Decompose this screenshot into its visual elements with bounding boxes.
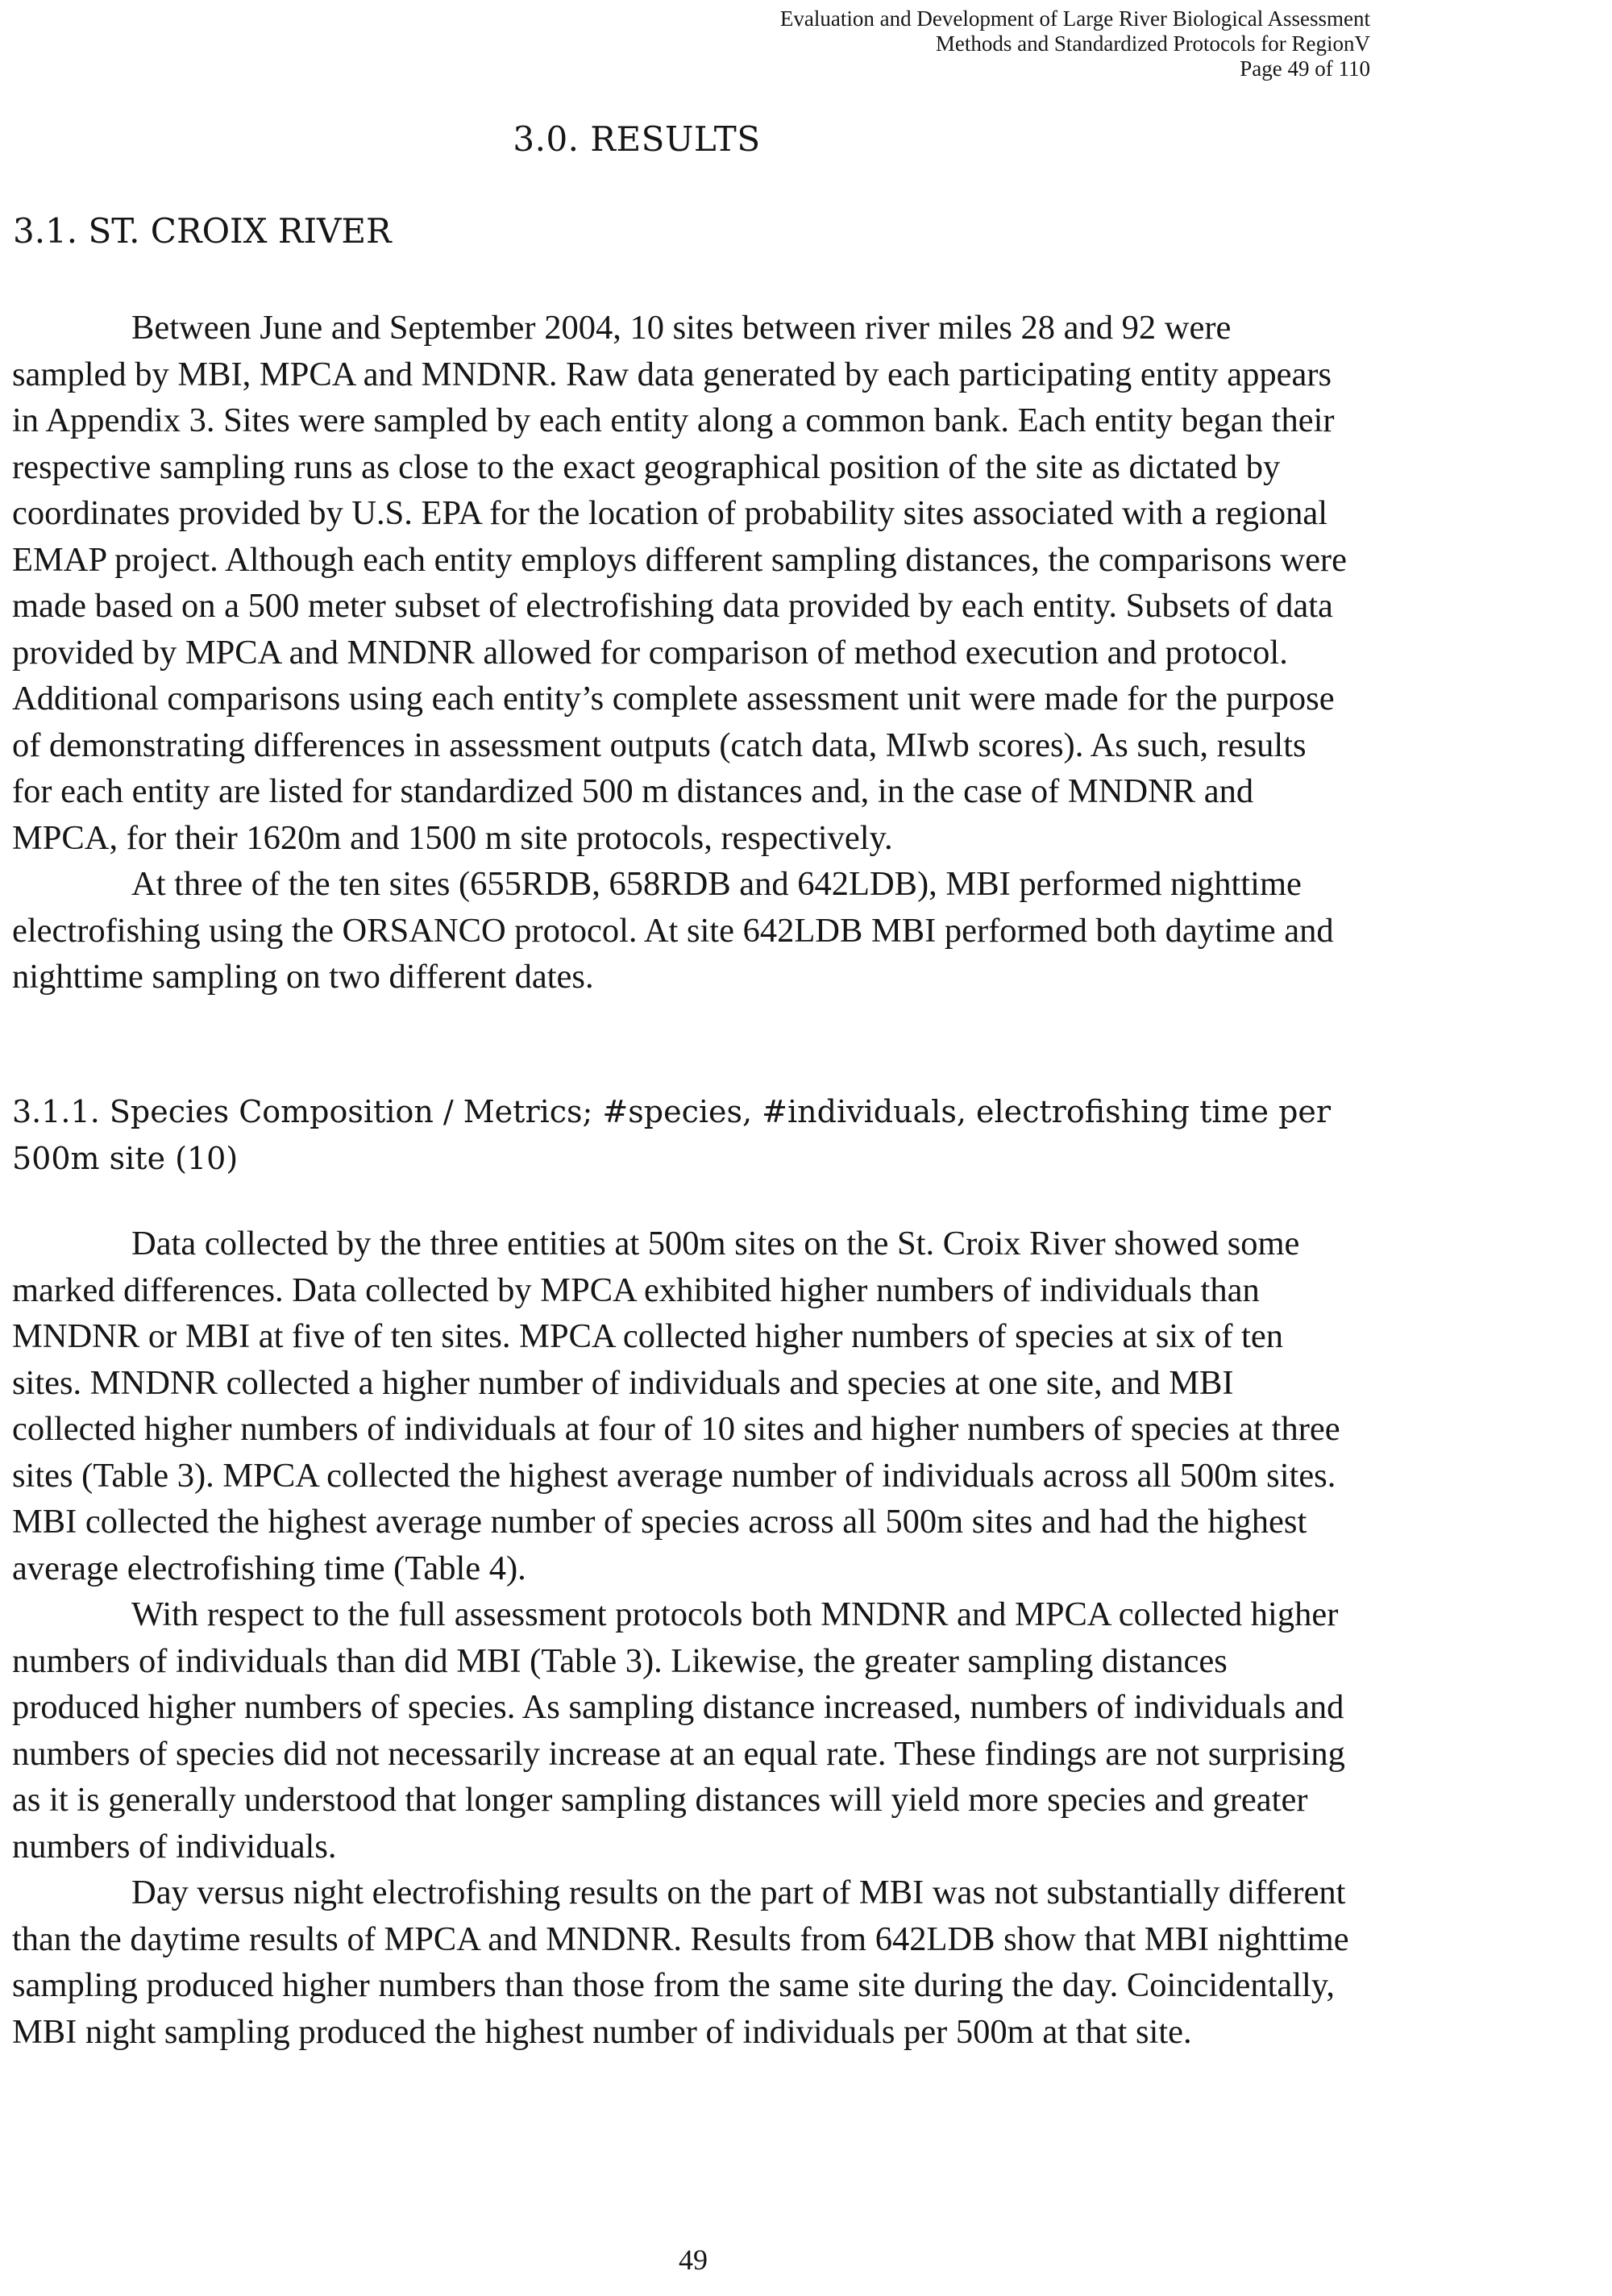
- header-subtitle-line: Methods and Standardized Protocols for RegionV: [935, 31, 1370, 56]
- paragraph: With respect to the full assessment protocols both MNDNR and MPCA collected higher numbers of individuals than did MBI (Table 3). Likewise, the greater sampling distances produced higher numbers of species. As sampling distance increased, numbers of individuals and numbers of species did not necessarily increase at an equal rate. These findings are not surprising as it is generally understood that longer sampling distances will yield more species and greater numbers of individuals.: [12, 1595, 1345, 1866]
- paragraph: At three of the ten sites (655RDB, 658RDB and 642LDB), MBI performed nighttime electrofishing using the ORSANCO protocol. At site 642LDB MBI performed both daytime and nighttime sampling on two different dates.: [12, 865, 1334, 996]
- subsection-body: [12, 1221, 1350, 2055]
- section-heading: 3.1. ST. CROIX RIVER: [13, 211, 392, 251]
- header-page-indicator: Page 49 of 110: [1240, 56, 1370, 81]
- subsection-heading: 3.1.1. Species Composition / Metrics; #species, #individuals, electrofishing time per 500m site (10): [12, 1094, 1332, 1176]
- header-title-line: Evaluation and Development of Large River Biological Assessment: [779, 6, 1370, 31]
- running-header: [780, 6, 1370, 81]
- section-body: [12, 305, 1350, 1000]
- results-title: 3.0. RESULTS: [513, 119, 761, 159]
- paragraph: Between June and September 2004, 10 sites between river miles 28 and 92 were sampled by MBI, MPCA and MNDNR. Raw data generated by each participating entity appears in Appendix 3. Sites were sampled by each entity along a common bank. Each entity began their respective sampling runs as close to the exact geographical position of the site as dictated by coordinates provided by U.S. EPA for the location of probability sites associated with a regional EMAP project. Although each entity employs different sampling distances, the comparisons were made based on a 500 meter subset of electrofishing data provided by each entity. Subsets of data provided by MPCA and MNDNR allowed for comparison of method execution and protocol. Additional comparisons using each entity’s complete assessment unit were made for the purpose of demonstrating differences in assessment outputs (catch data, MIwb scores). As such, results for each entity are listed for standardized 500 m distances and, in the case of MNDNR and MPCA, for their 1620m and 1500 m site protocols, respectively.: [12, 309, 1347, 857]
- page-number: 49: [679, 2244, 708, 2276]
- paragraph: Data collected by the three entities at 500m sites on the St. Croix River showed some marked differences. Data collected by MPCA exhibited higher numbers of individuals than MNDNR or MBI at five of ten sites. MPCA collected higher numbers of species at six of ten sites. MNDNR collected a higher number of individuals and species at one site, and MBI collected higher numbers of individuals at four of 10 sites and higher numbers of species at three sites (Table 3). MPCA collected the highest average number of individuals across all 500m sites. MBI collected the highest average number of species across all 500m sites and had the highest average electrofishing time (Table 4).: [12, 1225, 1340, 1587]
- paragraph: Day versus night electrofishing results on the part of MBI was not substantially different than the daytime results of MPCA and MNDNR. Results from 642LDB show that MBI nighttime sampling produced higher numbers than those from the same site during the day. Coincidentally, MBI night sampling produced the highest number of individuals per 500m at that site.: [12, 1874, 1349, 2051]
